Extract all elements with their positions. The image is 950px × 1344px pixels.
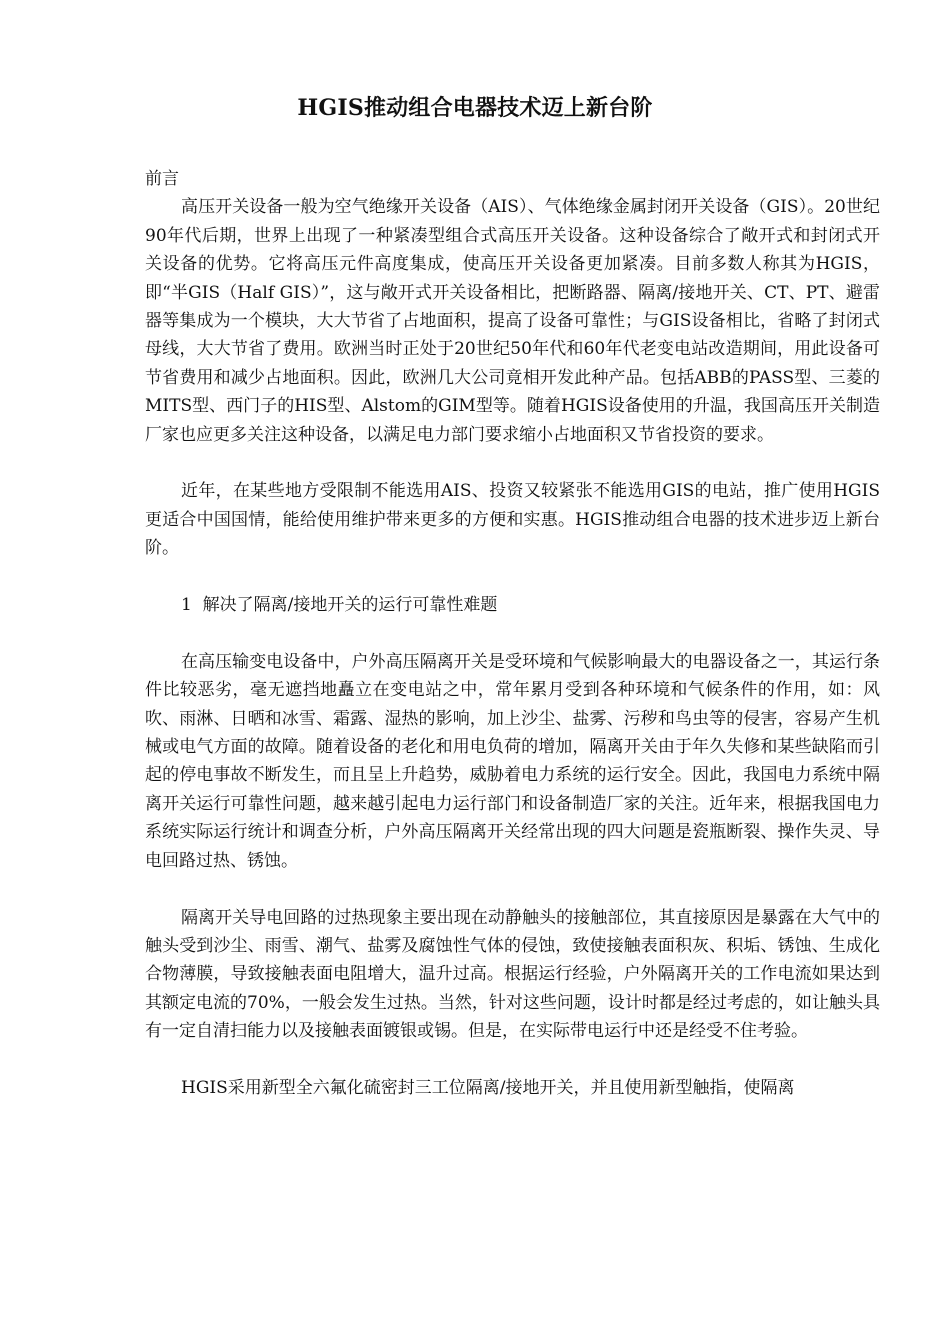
- paragraph-recent-years: 近年，在某些地方受限制不能选用AIS、投资又较紧张不能选用GIS的电站，推广使用HGIS更适合中国国情，能给使用维护带来更多的方便和实惠。HGIS推动组合电器的技术进步迈上新台阶。: [145, 481, 880, 559]
- paragraph-spacer: [145, 875, 880, 903]
- paragraph-overheating: 隔离开关导电回路的过热现象主要出现在动静触头的接触部位，其直接原因是暴露在大气中的触头受到沙尘、雨雪、潮气、盐雾及腐蚀性气体的侵蚀，致使接触表面积灰、积垢、锈蚀、生成化合物薄膜，导致接触表面电阻增大，温升过高。根据运行经验，户外隔离开关的工作电流如果达到其额定电流的70%，一般会发生过热。当然，针对这些问题，设计时都是经过考虑的，如让触头具有一定自清扫能力以及接触表面镀银或锡。但是，在实际带电运行中还是经受不住考验。: [145, 907, 880, 1042]
- paragraph-intro: 高压开关设备一般为空气绝缘开关设备（AIS）、气体绝缘金属封闭开关设备（GIS）。20世纪90年代后期，世界上出现了一种紧凑型组合式高压开关设备。这种设备综合了敞开式和封闭式开关设备的优势。它将高压元件高度集成，使高压开关设备更加紧凑。目前多数人称其为HGIS，即“半GIS（Half GIS）”，这与敞开式开关设备相比，把断路器、隔离/接地开关、CT、PT、避雷器等集成为一个模块，大大节省了占地面积，提高了设备可靠性；与GIS设备相比，省略了封闭式母线，大大节省了费用。欧洲当时正处于20世纪50年代和60年代老变电站改造期间，用此设备可节省费用和减少占地面积。因此，欧洲几大公司竟相开发此种产品。包括ABB的PASS型、三菱的MITS型、西门子的HIS型、Alstom的GIM型等。随着HGIS设备使用的升温，我国高压开关制造厂家也应更多关注这种设备，以满足电力部门要求缩小占地面积又节省投资的要求。: [145, 197, 880, 445]
- preface-label: 前言: [145, 169, 179, 189]
- document-title: HGIS推动组合电器技术迈上新台阶: [297, 95, 653, 121]
- document-body: [145, 165, 880, 1102]
- paragraph-spacer: [145, 619, 880, 647]
- section-heading-1: 1 解决了隔离/接地开关的运行可靠性难题: [181, 595, 498, 616]
- paragraph-spacer: [145, 1046, 880, 1074]
- paragraph-spacer: [145, 449, 880, 477]
- paragraph-spacer: [145, 563, 880, 591]
- paragraph-hgis-switch: HGIS采用新型全六氟化硫密封三工位隔离/接地开关，并且使用新型触指，使隔离: [181, 1077, 795, 1098]
- paragraph-disconnector-environment: 在高压输变电设备中，户外高压隔离开关是受环境和气候影响最大的电器设备之一，其运行条件比较恶劣，毫无遮挡地矗立在变电站之中，常年累月受到各种环境和气候条件的作用，如：风吹、雨淋、日晒和冰雪、霜露、湿热的影响，加上沙尘、盐雾、污秽和鸟虫等的侵害，容易产生机械或电气方面的故障。随着设备的老化和用电负荷的增加，隔离开关由于年久失修和某些缺陷而引起的停电事故不断发生，而且呈上升趋势，威胁着电力系统的运行安全。因此，我国电力系统中隔离开关运行可靠性问题，越来越引起电力运行部门和设备制造厂家的关注。近年来，根据我国电力系统实际运行统计和调查分析，户外高压隔离开关经常出现的四大问题是瓷瓶断裂、操作失灵、导电回路过热、锈蚀。: [145, 651, 880, 871]
